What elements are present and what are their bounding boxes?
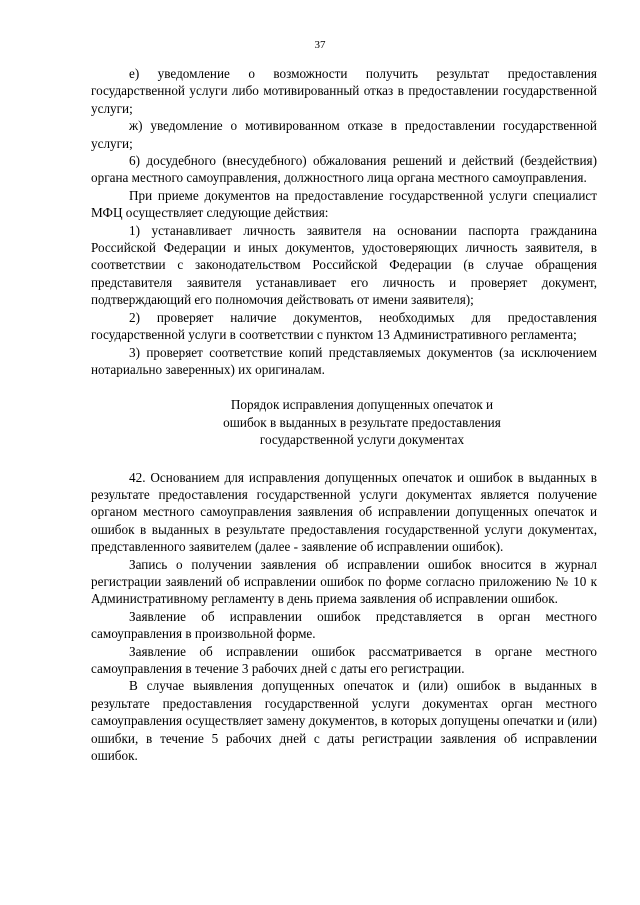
paragraph-mfc-action-2: 2) проверяет наличие документов, необходимых для предоставления государственной услуги в соответствии с пунктом 13 Административного регламента; bbox=[91, 309, 597, 343]
paragraph-item-e: е) уведомление о возможности получить результат предоставления государственной услуги либо мотивированный отказ в предоставлении государственной услуги; bbox=[91, 66, 597, 116]
paragraph-mfc-intro: При приеме документов на предоставление государственной услуги специалист МФЦ осуществляет следующие действия: bbox=[91, 187, 597, 221]
section-heading-line: государственной услуги документах bbox=[259, 432, 465, 448]
paragraph-registration: Запись о получении заявления об исправлении ошибок вносится в журнал регистрации заявлений об исправлении ошибок по форме согласно приложению № 10 к Административному регламенту в день приема заявления об исправлении ошибок. bbox=[91, 556, 597, 607]
section-heading-line: Порядок исправления допущенных опечаток и bbox=[230, 397, 494, 413]
paragraph-item-6: 6) досудебного (внесудебного) обжалования решений и действий (бездействия) органа местного самоуправления, должностного лица органа местного самоуправления. bbox=[91, 153, 597, 186]
paragraph-item-zh: ж) уведомление о мотивированном отказе в предоставлении государственной услуги; bbox=[91, 118, 597, 151]
page-number: 37 bbox=[314, 39, 326, 51]
spacer bbox=[91, 378, 597, 396]
document-body bbox=[91, 65, 597, 764]
paragraph-replacement: В случае выявления допущенных опечаток и (или) ошибок в выданных в результате предоставления государственной услуги документах орган местного самоуправления осуществляет замену документов, в которых допущены опечатки и (или) ошибки, в течение 5 рабочих дней с даты регистрации заявления об исправлении ошибок. bbox=[91, 678, 597, 764]
paragraph-free-form: Заявление об исправлении ошибок представляется в орган местного самоуправления в произвольной форме. bbox=[91, 608, 597, 642]
spacer bbox=[91, 449, 597, 469]
section-heading-line: ошибок в выданных в результате предоставления bbox=[223, 414, 501, 430]
paragraph-mfc-action-1: 1) устанавливает личность заявителя на основании паспорта гражданина Российской Федерации и иных документов, удостоверяющих личность заявителя, в соответствии с законодательством Российской Федерации (в случае обращения представителя заявителя устанавливает его личность и проверяет документ, подтверждающий его полномочия действовать от имени заявителя); bbox=[91, 222, 597, 308]
paragraph-mfc-action-3: 3) проверяет соответствие копий представляемых документов (за исключением нотариально заверенных) их оригиналам. bbox=[91, 344, 597, 377]
section-heading bbox=[91, 396, 597, 448]
paragraph-clause-42: 42. Основанием для исправления допущенных опечаток и ошибок в выданных в результате предоставления государственной услуги документах является получение органом местного самоуправления заявления об исправлении допущенных опечаток и ошибок в выданных в результате предоставления государственной услуги документах, представленного заявителем (далее - заявление об исправлении ошибок). bbox=[91, 469, 597, 555]
paragraph-review-term: Заявление об исправлении ошибок рассматривается в органе местного самоуправления в течение 3 рабочих дней с даты его регистрации. bbox=[91, 643, 597, 676]
